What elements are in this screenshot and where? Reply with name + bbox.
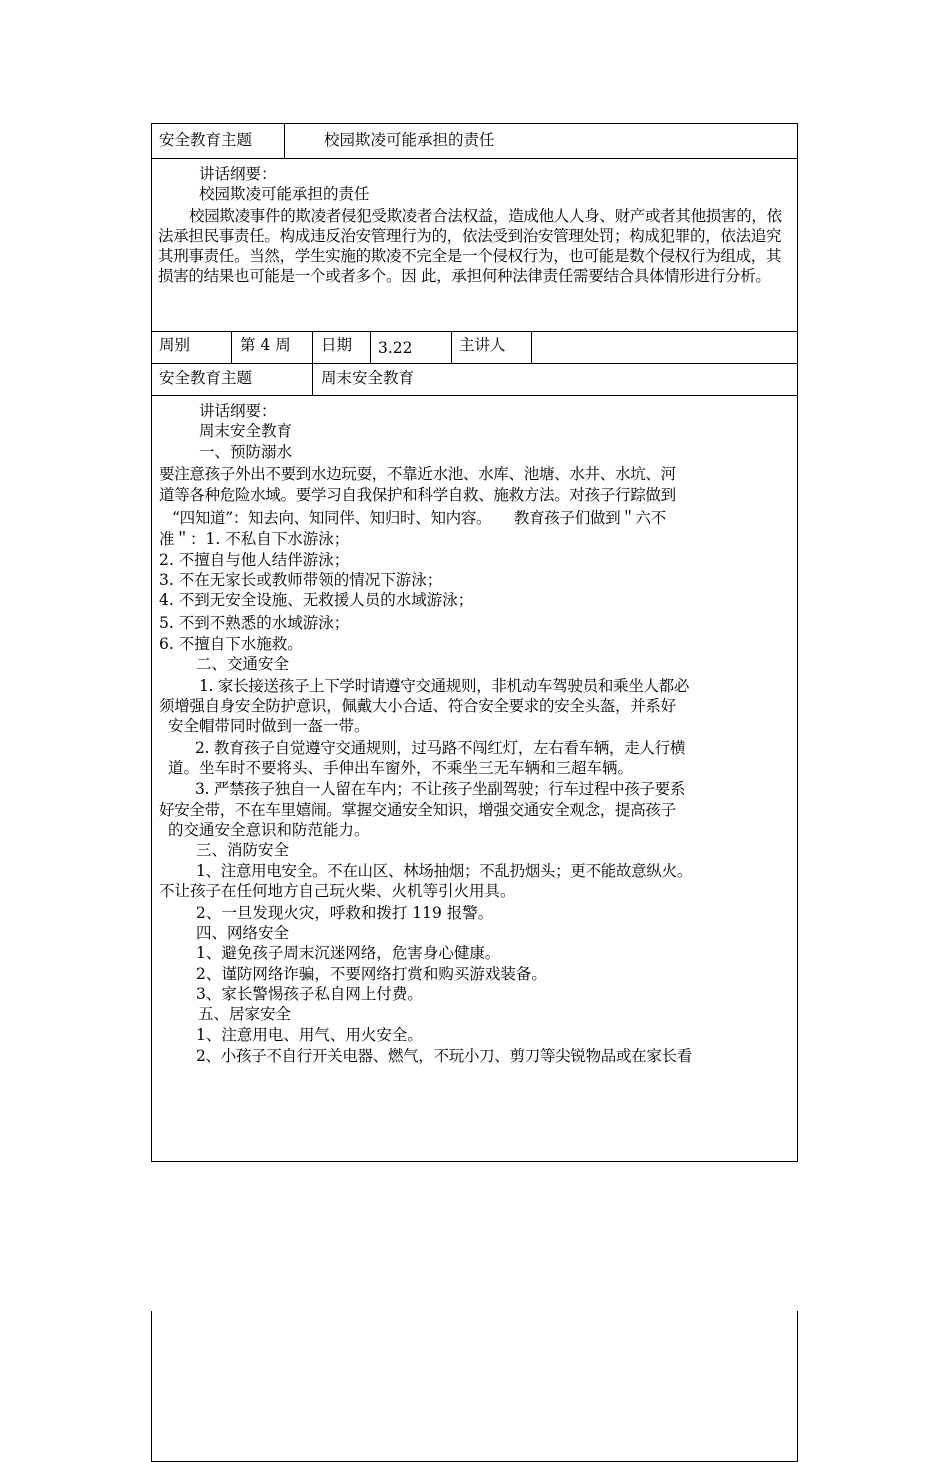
week-value: 第 4 周 xyxy=(240,336,291,354)
divider xyxy=(152,331,797,332)
divider xyxy=(152,363,797,364)
body-line: 道等各种危险水域。要学习自我保护和科学自救、施救方法。对孩子行踪做到 xyxy=(159,486,676,504)
date-value: 3.22 xyxy=(378,339,413,357)
subheading: 四、网络安全 xyxy=(196,924,290,942)
divider xyxy=(451,331,452,363)
list-item: 5. 不到不熟悉的水域游泳； xyxy=(159,614,350,632)
list-item: 2. 不擅自与他人结伴游泳； xyxy=(159,551,350,569)
subheading: 五、居家安全 xyxy=(198,1005,292,1023)
week-label: 周别 xyxy=(159,336,191,354)
divider xyxy=(284,124,285,158)
body-line: 须增强自身安全防护意识，佩戴大小合适、符合安全要求的安全头盔，并系好 xyxy=(159,697,676,715)
speaker-label: 主讲人 xyxy=(459,336,506,354)
body-line: 不让孩子在任何地方自己玩火柴、火机等引火用具。 xyxy=(159,882,516,900)
body-line: 准＂：1. 不私自下水游泳； xyxy=(159,530,350,548)
subheading: 二、交通安全 xyxy=(196,655,290,673)
body-line: 1、注意用电安全。不在山区、林场抽烟；不乱扔烟头；更不能故意纵火。 xyxy=(196,862,692,880)
subheading: 三、消防安全 xyxy=(196,841,290,859)
body-line: 2、一旦发现火灾，呼救和拨打 119 报警。 xyxy=(196,904,494,922)
body-line: 要注意孩子外出不要到水边玩耍，不靠近水池、水库、池塘、水井、水坑、河 xyxy=(159,465,676,483)
body-line: 安全帽带同时做到一盔一带。 xyxy=(168,717,370,735)
section-heading: 周末安全教育 xyxy=(199,422,293,440)
divider xyxy=(152,395,797,396)
body-line: 2. 教育孩子自觉遵守交通规则，过马路不闯红灯，左右看车辆，走人行横 xyxy=(195,739,686,757)
body-line: 1、注意用电、用气、用火安全。 xyxy=(196,1026,423,1044)
page-mask xyxy=(140,1162,810,1311)
list-item: 4. 不到无安全设施、无救援人员的水域游泳； xyxy=(159,591,474,609)
divider xyxy=(231,331,232,363)
topic-value: 周末安全教育 xyxy=(321,369,415,387)
subheading: 一、预防溺水 xyxy=(199,443,293,461)
topic-label: 安全教育主题 xyxy=(159,369,253,387)
body-line: “四知道”：知去向、知同伴、知归时、知内容。 教育孩子们做到＂六不 xyxy=(172,509,666,527)
body-line: 好安全带，不在车里嬉闹。掌握交通安全知识，增强交通安全观念，提高孩子 xyxy=(159,801,676,819)
divider xyxy=(370,331,371,363)
date-label: 日期 xyxy=(321,336,353,354)
body-line: 3. 严禁孩子独自一人留在车内；不让孩子坐副驾驶；行车过程中孩子要系 xyxy=(195,780,686,798)
section-body: 校园欺凌事件的欺凌者侵犯受欺凌者合法权益，造成他人人身、财产或者其他损害的，依法承担民事责任。构成违反治安管理行为的，依法受到治安管理处罚；构成犯罪的，依法追究其刑事责任。当然，学生实施的欺凌不完全是一个侵权行为，也可能是数个侵权行为组成，其损害的结果也可能是一个或者多个。因 此，承担何种法律责任需要结合具体情形进行分析。 xyxy=(158,207,782,285)
outline-label: 讲话纲要： xyxy=(199,402,277,420)
divider xyxy=(531,331,532,363)
topic-label: 安全教育主题 xyxy=(159,131,253,149)
body-line: 1、避免孩子周末沉迷网络，危害身心健康。 xyxy=(196,944,501,962)
list-item: 3. 不在无家长或教师带领的情况下游泳； xyxy=(159,571,443,589)
body-line: 道。坐车时不要将头、手伸出车窗外，不乘坐三无车辆和三超车辆。 xyxy=(168,759,634,777)
topic-value: 校园欺凌可能承担的责任 xyxy=(324,131,495,149)
section-heading: 校园欺凌可能承担的责任 xyxy=(199,185,370,203)
list-item: 6. 不擅自下水施救。 xyxy=(159,635,303,653)
divider xyxy=(312,363,313,395)
body-line: 1. 家长接送孩子上下学时请遵守交通规则，非机动车驾驶员和乘坐人都必 xyxy=(199,677,690,695)
outline-label: 讲话纲要： xyxy=(199,165,277,183)
body-line: 2、谨防网络诈骗，不要网络打赏和购买游戏装备。 xyxy=(196,965,547,983)
body-line: 3、家长警惕孩子私自网上付费。 xyxy=(196,985,423,1003)
body-line: 2、小孩子不自行开关电器、燃气，不玩小刀、剪刀等尖锐物品或在家长看 xyxy=(196,1047,692,1065)
divider xyxy=(152,158,797,159)
body-line: 的交通安全意识和防范能力。 xyxy=(168,821,370,839)
divider xyxy=(312,331,313,363)
